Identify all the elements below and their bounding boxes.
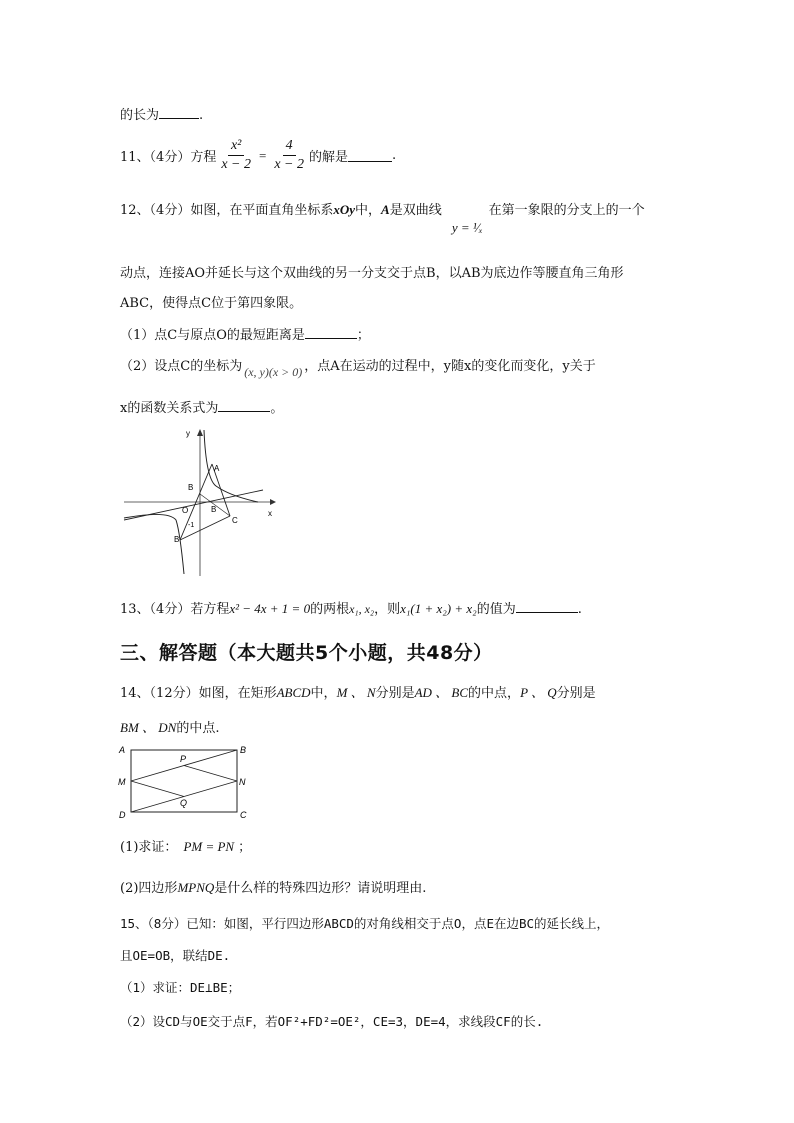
q12-sub1-end: ； bbox=[356, 328, 370, 343]
segment-mq bbox=[131, 781, 184, 797]
question-13 bbox=[120, 598, 582, 617]
fraction-1 bbox=[218, 137, 254, 174]
q12-line1-post: 是双曲线 bbox=[389, 203, 442, 218]
question-15-sub-1: （1）求证：DE⊥BE； bbox=[120, 980, 241, 995]
question-12-line-1 bbox=[120, 199, 645, 235]
q14-sub1-pre: 求证： bbox=[138, 840, 178, 855]
label-n: N bbox=[239, 777, 246, 787]
quadrilateral-mpnq: MPNQ bbox=[177, 880, 215, 895]
sub-1-number: (1) bbox=[120, 840, 139, 855]
q14-sub2-pre: 四边形 bbox=[138, 881, 178, 896]
x-axis-arrow bbox=[270, 499, 276, 505]
rectangle-figure bbox=[116, 742, 256, 822]
segments-ad-bc: AD 、 BC bbox=[414, 685, 469, 700]
q11-end: . bbox=[392, 148, 397, 163]
q12-line1-pre: 12、（4分）如图，在平面直角坐标系 bbox=[120, 203, 334, 218]
point-a-label: A bbox=[381, 202, 390, 217]
label-b: B bbox=[211, 505, 217, 514]
question-15-line-2: 且OE=OB，联结DE. bbox=[120, 948, 231, 963]
equals-sign: = bbox=[259, 147, 267, 163]
rect-abcd: ABCD bbox=[276, 685, 311, 700]
label-q: Q bbox=[180, 798, 188, 808]
xoy-label: xOy bbox=[333, 202, 355, 217]
question-14-line-1 bbox=[120, 682, 596, 701]
points-mn: M 、 N bbox=[336, 685, 376, 700]
q14-line1-mid3: 的中点， bbox=[468, 686, 521, 701]
q11-suffix: 的解是 bbox=[309, 150, 349, 165]
line-ab bbox=[124, 490, 263, 520]
q12-line1-end: 在第一象限的分支上的一个 bbox=[488, 203, 645, 218]
q12-sub2-post: ，点A在运动的过程中，y随x的变化而变化，y关于 bbox=[304, 359, 596, 374]
points-pq: P 、 Q bbox=[520, 685, 557, 700]
label-m: M bbox=[118, 777, 126, 787]
question-12-sub-1 bbox=[120, 324, 370, 343]
question-12-line-3: ABC，使得点C位于第四象限。 bbox=[120, 296, 303, 311]
q14-equation: PM = PN bbox=[183, 839, 235, 854]
q13-mid: 的两根 bbox=[310, 602, 350, 617]
y-axis-arrow bbox=[197, 429, 203, 436]
answer-blank bbox=[218, 399, 270, 412]
q14-sub2-post: 是什么样的特殊四边形？请说明理由. bbox=[214, 881, 427, 896]
fraction-1-denominator: x − 2 bbox=[221, 157, 251, 172]
label-neg-1: -1 bbox=[188, 522, 195, 529]
x-axis-label: x bbox=[268, 509, 272, 518]
q10-end: . bbox=[199, 108, 204, 123]
answer-blank bbox=[348, 149, 392, 162]
label-a: A bbox=[214, 464, 220, 473]
q12-sub2-text: （2）设点C的坐标为 bbox=[120, 359, 243, 374]
question-14-sub-1 bbox=[120, 836, 251, 855]
hyperbola-formula: y = ¹⁄ₓ bbox=[451, 220, 483, 235]
q12-line1-mid: 中， bbox=[355, 203, 382, 218]
label-p: P bbox=[180, 754, 187, 764]
label-d: D bbox=[119, 810, 126, 820]
question-11 bbox=[120, 137, 396, 174]
answer-blank bbox=[159, 106, 199, 119]
sub-2-number: (2) bbox=[120, 881, 139, 896]
q12-sub2-line2-text: x的函数关系式为 bbox=[120, 401, 219, 416]
label-o: O bbox=[182, 506, 189, 515]
q12-sub1-text: （1）点C与原点O的最短距离是 bbox=[120, 328, 305, 343]
q14-line1-mid: 中， bbox=[310, 686, 337, 701]
label-b-lower: B bbox=[174, 535, 180, 544]
hyperbola-figure bbox=[118, 424, 278, 580]
q14-line1-end: 分别是 bbox=[556, 686, 596, 701]
answer-blank bbox=[516, 600, 578, 613]
label-c: C bbox=[232, 516, 238, 525]
hyperbola-branch-2 bbox=[124, 514, 184, 574]
fraction-2-numerator: 4 bbox=[283, 137, 296, 156]
q13-suffix: 的值为 bbox=[476, 602, 516, 617]
q10-tail bbox=[120, 104, 203, 123]
label-c: C bbox=[240, 810, 247, 820]
q13-expression: x₁(1 + x₂) + x₂ bbox=[400, 601, 477, 616]
q13-roots: x₁, x₂ bbox=[349, 602, 375, 616]
y-axis-label: y bbox=[186, 429, 190, 438]
question-15-line-1: 15、（8分）已知：如图，平行四边形ABCD的对角线相交于点O，点E在边BC的延长线上， bbox=[120, 916, 610, 931]
label-b: B bbox=[240, 745, 247, 755]
question-14-sub-2 bbox=[120, 877, 426, 896]
label-a: A bbox=[119, 745, 126, 755]
q13-equation: x² − 4x + 1 = 0 bbox=[229, 601, 311, 616]
segment-pn bbox=[184, 766, 237, 782]
q14-line1-mid2: 分别是 bbox=[375, 686, 415, 701]
q10-tail-text: 的长为 bbox=[120, 108, 160, 123]
q14-line2-end: 的中点. bbox=[176, 721, 220, 736]
section-3-title: 三、解答题（本大题共5个小题，共48分） bbox=[120, 642, 493, 664]
hyperbola-branch-1 bbox=[204, 430, 258, 502]
label-b-axis: B bbox=[188, 483, 194, 492]
q13-end: . bbox=[577, 602, 582, 617]
q11-prefix: 11、（4分）方程 bbox=[120, 150, 217, 165]
answer-blank bbox=[305, 326, 357, 339]
q13-mid2: ，则 bbox=[374, 602, 401, 617]
question-12-sub-2 bbox=[120, 355, 596, 379]
fraction-2-denominator: x − 2 bbox=[274, 157, 305, 172]
question-12-line-2: 动点，连接AO并延长与这个双曲线的另一分支交于点B，以AB为底边作等腰直角三角形 bbox=[120, 266, 624, 281]
question-15-sub-2: （2）设CD与OE交于点F，若OF²+FD²=OE²，CE=3，DE=4，求线段CF的长. bbox=[120, 1014, 544, 1029]
fraction-2 bbox=[271, 137, 307, 174]
q14-sub1-end: ； bbox=[238, 840, 252, 855]
q12-sub2-line2-end: 。 bbox=[270, 401, 284, 416]
question-14-line-2 bbox=[120, 717, 219, 736]
q13-prefix: 13、（4分）若方程 bbox=[120, 602, 230, 617]
segments-bm-dn: BM 、 DN bbox=[120, 720, 177, 735]
point-c-coordinate: (x, y)(x > 0) bbox=[244, 365, 303, 379]
q14-line1-pre: 14、（12分）如图，在矩形 bbox=[120, 686, 277, 701]
fraction-1-numerator: x² bbox=[228, 137, 244, 156]
question-12-sub-2-line-2 bbox=[120, 397, 283, 416]
